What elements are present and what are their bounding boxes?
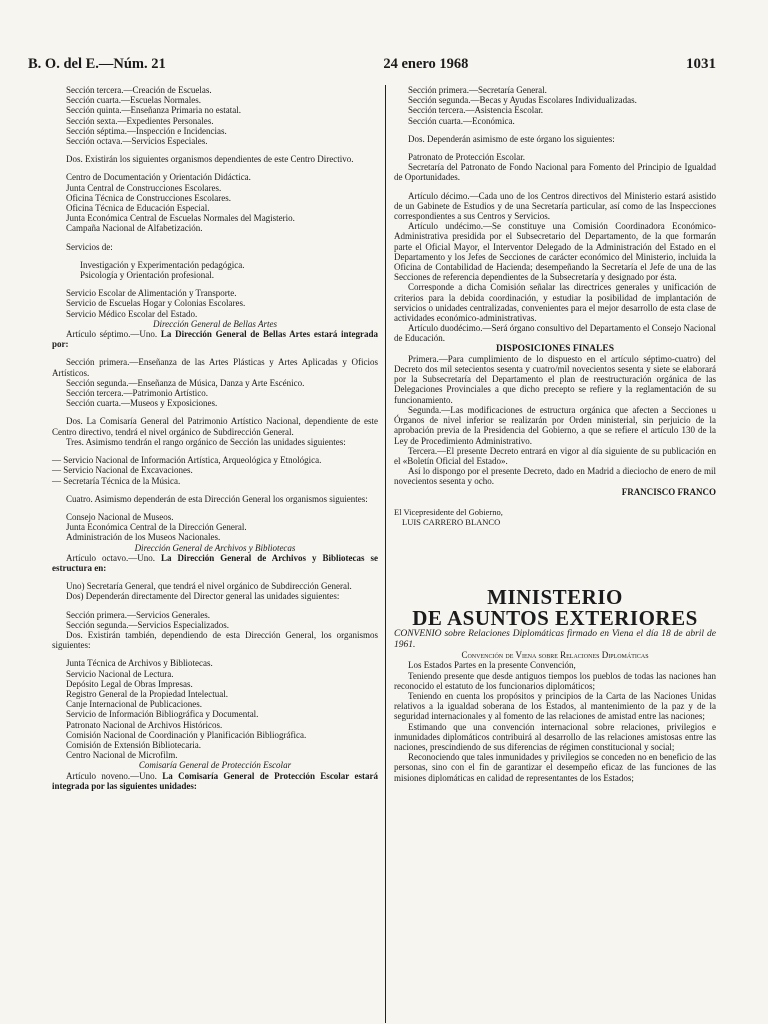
countersignature-title: El Vicepresidente del Gobierno,: [394, 506, 503, 517]
paragraph: Sección tercera.—Patrimonio Artístico.: [66, 388, 208, 399]
countersignature: [394, 507, 716, 527]
list-item: — Servicio Nacional de Excavaciones.: [52, 465, 193, 476]
ministry-heading-line2: DE ASUNTOS EXTERIORES: [412, 606, 698, 631]
article-body: La Dirección General de Bellas Artes estará integrada por:: [52, 329, 379, 350]
section-heading: Dirección General de Archivos y Bibliotecas: [134, 542, 296, 553]
paragraph: Estimando que una convención internacional sobre relaciones, privilegios e inmunidades diplomáticos contribuirá al desarrollo de las relaciones amistosas entre las naciones, prescindiendo de sus diferencias de régimen constitucional y social;: [394, 721, 716, 752]
paragraph: Junta Económica Central de Escuelas Normales del Magisterio.: [66, 213, 295, 224]
article-lead: Artículo octavo.—Uno.: [66, 552, 155, 563]
paragraph: Consejo Nacional de Museos.: [66, 511, 174, 522]
convention-title: Convención de Viena sobre Relaciones Diplomáticas: [461, 650, 649, 661]
paragraph: Registro General de la Propiedad Intelectual.: [66, 688, 228, 699]
paragraph: Dos. Dependerán asimismo de este órgano los siguientes:: [408, 133, 615, 144]
paragraph: Artículo undécimo.—Se constituye una Comisión Coordinadora Económico-Administrativa presidida por el Subsecretario del Departamento, de la que formarán parte el Oficial Mayor, el Interventor Delegado de la Administración del Estado en el Departamento y los Jefes de Secciones de carácter económico del Ministerio, incluida la Oficina de Contabilidad de Hacienda; desempeñando la Secretaría el Jefe de una de las Secciones de referencia dependientes de la Subsecretaría y designado por ésta.: [394, 221, 716, 283]
paragraph: Patronato Nacional de Archivos Históricos.: [66, 719, 223, 730]
paragraph: Sección cuarta.—Económica.: [408, 115, 515, 126]
paragraph: Tercera.—El presente Decreto entrará en vigor al día siguiente de su publicación en el «Boletín Oficial del Estado».: [394, 445, 716, 466]
paragraph: Depósito Legal de Obras Impresas.: [66, 678, 193, 689]
paragraph: Teniendo en cuenta los propósitos y principios de la Carta de las Naciones Unidas relativos a la igualdad soberana de los Estados, al mantenimiento de la paz y de la seguridad internacionales y al fomento de las relaciones de amistad entre las naciones;: [394, 690, 716, 722]
left-column: [52, 85, 378, 791]
paragraph: Así lo dispongo por el presente Decreto, dado en Madrid a dieciocho de enero de mil novecientos sesenta y ocho.: [394, 466, 716, 487]
paragraph: Centro Nacional de Microfilm.: [66, 750, 178, 761]
ministry-heading-line1: MINISTERIO: [487, 585, 623, 610]
paragraph: Servicios de:: [66, 241, 113, 252]
paragraph: Corresponde a dicha Comisión señalar las directrices generales y unificación de criterios para la debida coordinación, y estudiar la posibilidad de implantación de servicios o unidades centralizadas, convenientes para el mejor desarrollo de esta clase de actividades económico-administrativas.: [394, 282, 716, 324]
paragraph: Segunda.—Las modificaciones de estructura orgánica que afecten a Secciones u Órganos de nivel inferior se realizarán por Orden ministerial, sin perjuicio de la aprobación previa de la Presidencia del Gobierno, a que se refiere el artículo 130 de la Ley de Procedimiento Administrativo.: [394, 404, 716, 446]
paragraph: Sección primera.—Enseñanza de las Artes Plásticas y Artes Aplicadas y Oficios Artísticos.: [52, 357, 378, 378]
paragraph: Artículo duodécimo.—Será órgano consultivo del Departamento el Consejo Nacional de Educación.: [394, 323, 717, 344]
paragraph: Sección octava.—Servicios Especiales.: [66, 136, 208, 147]
article-body: La Comisaría General de Protección Escolar estará integrada por las siguientes unidades:: [52, 770, 378, 791]
paragraph: Oficina Técnica de Educación Especial.: [66, 203, 210, 214]
header-date: 24 enero 1968: [383, 56, 469, 72]
right-column: [394, 85, 716, 783]
paragraph: Dos. Existirán los siguientes organismos dependientes de este Centro Directivo.: [66, 154, 354, 165]
paragraph: Reconociendo que tales inmunidades y privilegios se conceden no en beneficio de las personas, sino con el fin de garantizar el desempeño eficaz de las funciones de las misiones diplomáticas en calidad de representantes de los Estados;: [394, 752, 716, 783]
paragraph: Sección segunda.—Servicios Especializados.: [66, 619, 229, 630]
column-divider: [385, 85, 386, 1023]
paragraph: Canje Internacional de Publicaciones.: [66, 699, 202, 710]
paragraph: Servicio Escolar de Alimentación y Transporte.: [66, 288, 237, 299]
article-paragraph: [52, 771, 378, 791]
paragraph: Teniendo presente que desde antiguos tiempos los pueblos de todas las naciones han reconocido el estatuto de los funcionarios diplomáticos;: [394, 670, 716, 691]
article-paragraph: [52, 553, 378, 573]
paragraph: Junta Económica Central de la Dirección General.: [66, 522, 247, 533]
article-body: La Dirección General de Archivos y Bibliotecas se estructura en:: [52, 552, 378, 573]
paragraph: Investigación y Experimentación pedagógica.: [80, 259, 245, 270]
list-item: — Servicio Nacional de Información Artística, Arqueológica y Etnológica.: [52, 455, 322, 466]
page-header: [28, 56, 716, 78]
paragraph: Centro de Documentación y Orientación Didáctica.: [66, 172, 251, 183]
paragraph: Dos. Existirán también, dependiendo de esta Dirección General, los organismos siguientes:: [52, 629, 378, 651]
paragraph: Administración de los Museos Nacionales.: [66, 532, 221, 543]
signature: FRANCISCO FRANCO: [621, 486, 716, 497]
paragraph: Dos. La Comisaría General del Patrimonio Artístico Nacional, dependiente de este Centro directivo, tendrá el nivel orgánico de Subdirección General.: [52, 416, 378, 437]
paragraph: Servicio Médico Escolar del Estado.: [66, 308, 198, 319]
paragraph: Servicio de Información Bibliográfica y Documental.: [66, 709, 259, 720]
list-item: — Secretaría Técnica de la Música.: [52, 475, 181, 486]
paragraph: Artículo décimo.—Cada uno de los Centros directivos del Ministerio estará asistido de un Gabinete de Estudios y de una Secretaría particular, así como de las Inspecciones correspondientes a sus Centros y Servicios.: [394, 190, 716, 222]
paragraph: Dos) Dependerán directamente del Director general las unidades siguientes:: [66, 591, 340, 602]
paragraph: Oficina Técnica de Construcciones Escolares.: [66, 192, 232, 203]
paragraph: Sección primera.—Servicios Generales.: [66, 609, 210, 620]
paragraph: Patronato de Protección Escolar.: [408, 152, 525, 163]
paragraph: Junta Técnica de Archivos y Bibliotecas.: [66, 658, 213, 669]
paragraph: Sección primera.—Secretaría General.: [408, 85, 547, 95]
article-lead: Artículo noveno.—Uno.: [66, 770, 157, 781]
paragraph: Sección séptima.—Inspección e Incidencias.: [66, 125, 227, 136]
paragraph: Comisión de Extensión Bibliotecaria.: [66, 739, 201, 750]
paragraph: Sección segunda.—Becas y Ayudas Escolares Individualizadas.: [408, 95, 637, 106]
paragraph: Sección segunda.—Enseñanza de Música, Danza y Arte Escénico.: [66, 377, 305, 388]
paragraph: Psicología y Orientación profesional.: [80, 270, 214, 281]
header-page-number: 1031: [685, 56, 716, 72]
countersignature-name: LUIS CARRERO BLANCO: [402, 516, 501, 527]
article-lead: Artículo séptimo.—Uno.: [66, 329, 158, 340]
section-heading: DISPOSICIONES FINALES: [496, 343, 614, 354]
paragraph: Primera.—Para cumplimiento de lo dispuesto en el artículo séptimo-cuatro) del Decreto dos mil setecientos sesenta y cuatro/mil novecientos sesenta y siete se elaborará por la Subsecretaría del Departamento el plan de reestructuración orgánica de las Delegaciones Provinciales a que dicho precepto se refiere y la reglamentación de su funcionamiento.: [394, 353, 716, 405]
paragraph: Tres. Asimismo tendrán el rango orgánico de Sección las unidades siguientes:: [66, 436, 346, 447]
article-paragraph: [52, 329, 378, 349]
paragraph: Sección sexta.—Expedientes Personales.: [66, 115, 214, 126]
header-publication: B. O. del E.—Núm. 21: [28, 56, 166, 72]
paragraph: Secretaría del Patronato de Fondo Nacional para Fomento del Principio de Igualdad de Oportunidades.: [394, 162, 716, 183]
paragraph: Sección quinta.—Enseñanza Primaria no estatal.: [66, 105, 241, 116]
paragraph: Uno) Secretaría General, que tendrá el nivel orgánico de Subdirección General.: [66, 581, 352, 592]
paragraph: Campaña Nacional de Alfabetización.: [66, 223, 203, 234]
section-heading: Comisaría General de Protección Escolar: [138, 760, 292, 771]
paragraph: Servicio de Escuelas Hogar y Colonias Escolares.: [66, 298, 246, 309]
paragraph: Cuatro. Asimismo dependerán de esta Dirección General los organismos siguientes:: [66, 493, 368, 504]
paragraph: Servicio Nacional de Lectura.: [66, 668, 174, 679]
section-heading: Dirección General de Bellas Artes: [153, 318, 277, 329]
convenio-title: CONVENIO sobre Relaciones Diplomáticas firmado en Viena el día 18 de abril de 1961.: [394, 629, 716, 650]
ministry-heading: [394, 587, 716, 629]
paragraph: Sección cuarta.—Museos y Exposiciones.: [66, 398, 218, 409]
paragraph: Sección cuarta.—Escuelas Normales.: [66, 95, 201, 106]
paragraph: Sección tercera.—Creación de Escuelas.: [66, 85, 212, 95]
paragraph: Sección tercera.—Asistencia Escolar.: [408, 105, 543, 116]
paragraph: Los Estados Partes en la presente Convención,: [408, 660, 576, 671]
paragraph: Comisión Nacional de Coordinación y Planificación Bibliográfica.: [66, 729, 307, 740]
paragraph: Junta Central de Construcciones Escolares.: [66, 182, 222, 193]
